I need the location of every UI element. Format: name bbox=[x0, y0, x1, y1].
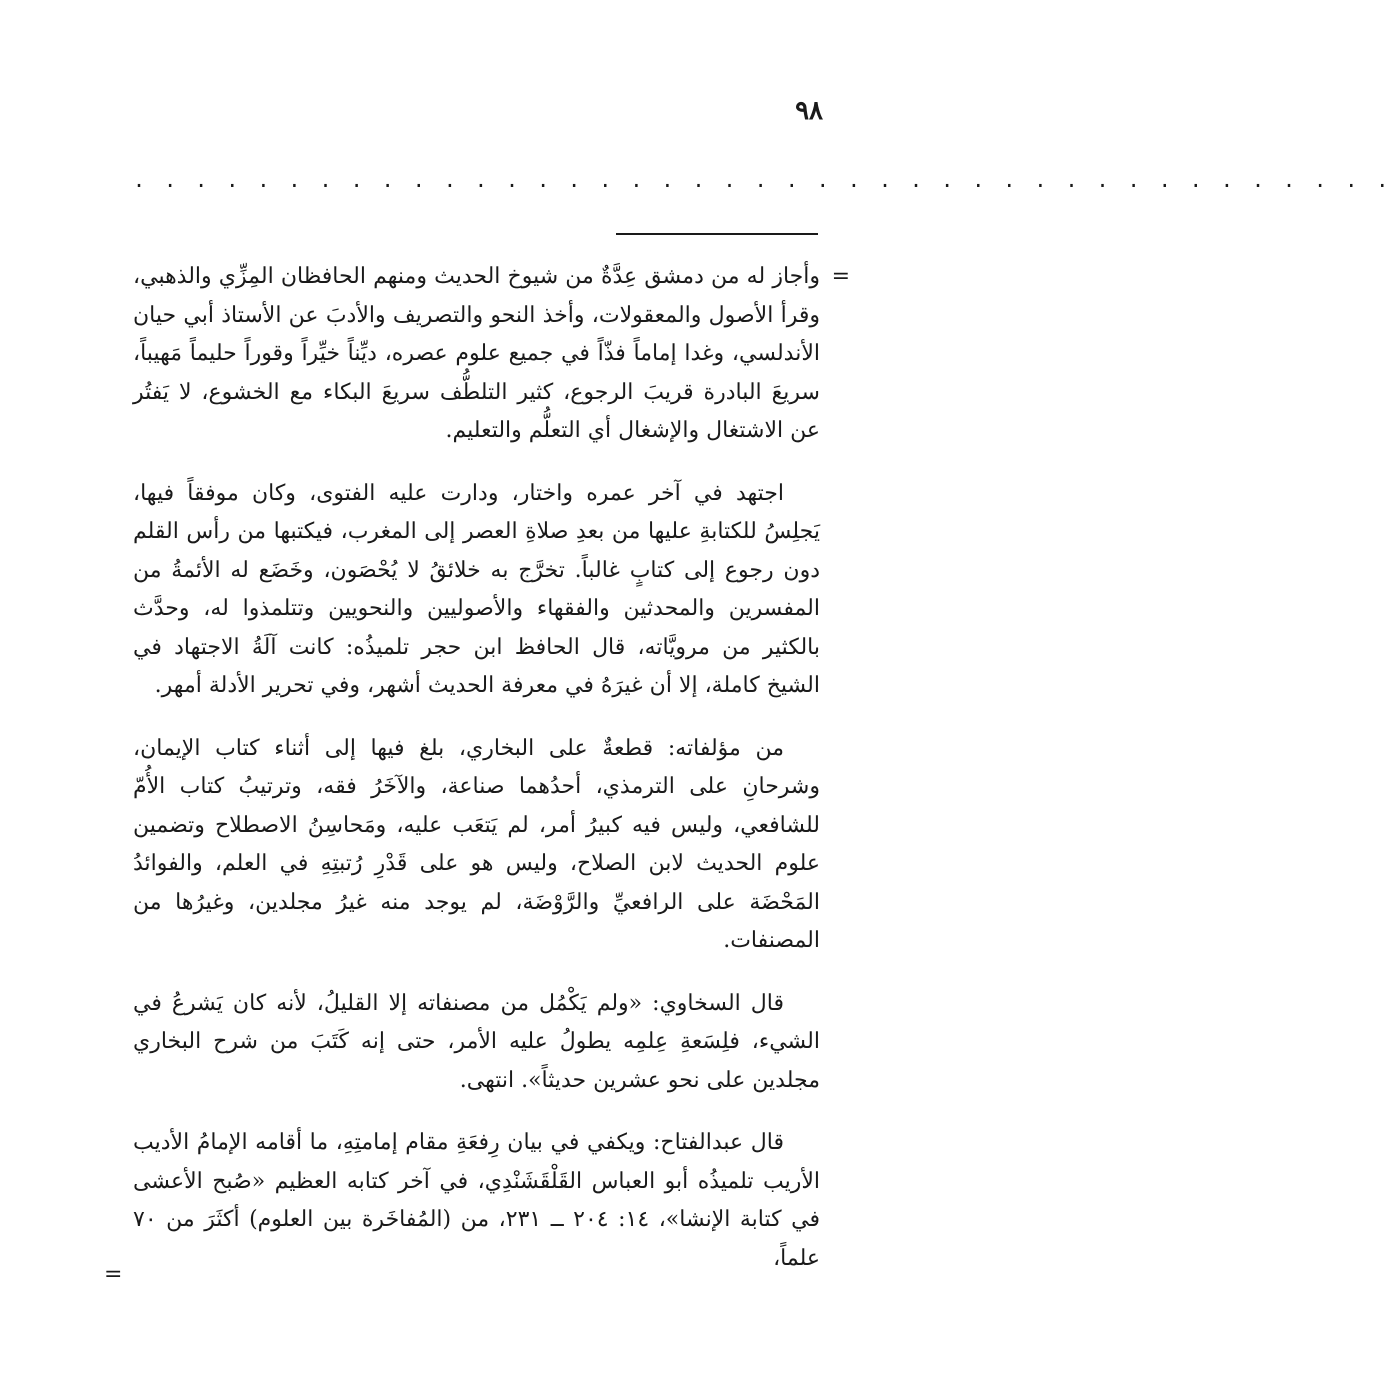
footnote-dotted-separator: . . . . . . . . . . . . . . . . . . . . . . . . . . . . . . . . . . . . . . . . . bbox=[133, 168, 1392, 192]
paragraph-sakhawi-quote: قال السخاوي: «ولم يَكْمُل من مصنفاته إلا القليلُ، لأنه كان يَشرعُ في الشيء، فلِسَعةِ عِلمِه يطولُ عليه الأمر، حتى إنه كَتَبَ من شرح البخاري مجلدين على نحو عشرين حديثاً». انتهى. bbox=[133, 990, 820, 1093]
paragraph-continued: وأجاز له من دمشق عِدَّةٌ من شيوخ الحديث ومنهم الحافظان المِزِّي والذهبي، وقرأ الأصول والمعقولات، وأخذ النحو والتصريف والأدبَ عن الأستاذ أبي حيان الأندلسي، وغدا إماماً فذّاً في جميع علوم عصره، ديِّناً خيِّراً وقوراً حليماً مَهيباً، سريعَ البادرة قريبَ الرجوع، كثير التلطُّف سريعَ البكاء مع الخشوع، لا يَفتُر عن الاشتغال والإشغال أي التعلُّم والتعليم. bbox=[133, 264, 820, 443]
continuation-marker-bottom: = bbox=[104, 1262, 123, 1287]
footnote-rule bbox=[616, 233, 818, 235]
footnote-body bbox=[133, 258, 820, 1302]
paragraph-works: من مؤلفاته: قطعةٌ على البخاري، بلغ فيها إلى أثناء كتاب الإيمان، وشرحانِ على الترمذي، أحدُهما صناعة، والآخَرُ فقه، وترتيبُ كتاب الأُمّ للشافعي، وليس فيه كبيرُ أمر، لم يَتعَب عليه، ومَحاسِنُ الاصطلاح وتضمين علوم الحديث لابن الصلاح، وليس هو على قَدْرِ رُتبتِهِ في العلم، والفوائدُ المَحْضَة على الرافعيِّ والرَّوْضَة، لم يوجد منه غيرُ مجلدين، وغيرُها من المصنفات. bbox=[133, 735, 820, 953]
paragraph-ijtihad: اجتهد في آخر عمره واختار، ودارت عليه الفتوى، وكان موفقاً فيها، يَجلِسُ للكتابةِ عليها من بعدِ صلاةِ العصر إلى المغرب، فيكتبها من رأس القلم دون رجوع إلى كتابٍ غالباً. تخرَّج به خلائقُ لا يُحْصَون، وخَضَع له الأئمةُ من المفسرين والمحدثين والفقهاء والأصوليين والنحويين وتتلمذوا له، وحدَّث بالكثير من مرويَّاته، قال الحافظ ابن حجر تلميذُه: كانت آلَةُ الاجتهاد في الشيخ كاملة، إلا أن غيرَهُ في معرفة الحديث أشهر، وفي تحرير الأدلة أمهر. bbox=[133, 480, 820, 698]
paragraph-abdulfattah: قال عبدالفتاح: ويكفي في بيان رِفعَةِ مقام إمامتِهِ، ما أقامه الإمامُ الأديب الأريب تلميذُه أبو العباس القَلْقَشَنْدِي، في آخر كتابه العظيم «صُبح الأعشى في كتابة الإنشا»، ١٤: ٢٠٤ ــ ٢٣١، من (المُفاخَرة بين العلوم) أكثَرَ من ٧٠ علماً، bbox=[133, 1130, 820, 1271]
continuation-marker-top: = bbox=[831, 264, 850, 289]
page-number: ٩٨ bbox=[795, 96, 823, 126]
